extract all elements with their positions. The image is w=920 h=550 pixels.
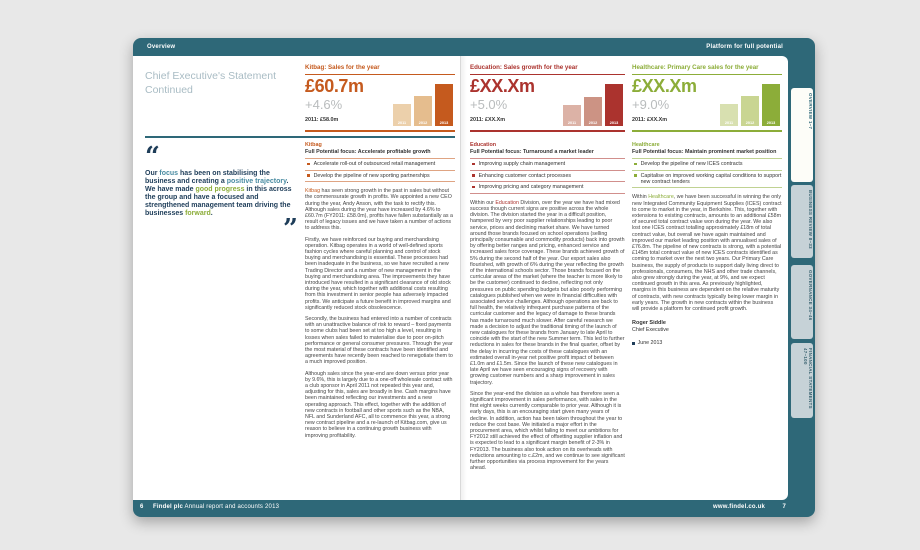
kitbag-bullet-list [305,158,455,182]
kitbag-stat-growth: +4.6% [305,97,343,112]
list-item: Improving pricing and category management [470,181,625,194]
paragraph: Within our Education Division, over the year we have had mixed success though current signs are positive across the whole division. The division started the year in a difficult position, hampered by very poor supplier relationships leading to poor service, prices and declining market share. We have turned around those brands focused on school operations (selling principally consumable and commodity products) back into growth by offering better ranges and pricing, enhanced service and increased sales force coverage. These brands achieved growth of 5% during the second half of the year. Our export sales also flourished, with growth of 6% during the year reflecting the growth of the international schools sector. Those brands focused on the curricular areas of the market (where the teacher is more likely to be the customer) continued to decline, reflecting not only pressures on public spending budgets but also poorly performing catalogues published when we were in financial difficulties with associated service challenges. Although operations are back to full health, the relatively infrequent purchase patterns of the curricular customer and the legacy of damage to these brands has made turnaround much slower. After careful research we made a decision to adjust the traditional timing of the launch of new catalogues for these brands from January to late April to coincide with the start of the new Summer term. This led to further reductions in sales for these brands in the final quarter, offset by the delay in incurring the costs of these catalogues with an estimated overall in-year net positive profit impact of between £1.0m and £1.5m. Since the launch of these new catalogues in late April we have seen encouraging signs of recovery with growing customer numbers and a sharp improvement in sales trajectory. [470,199,625,386]
education-body-copy [470,200,625,472]
bar-year-label: 2011 [567,121,577,125]
paragraph: Kitbag has seen strong growth in the past in sales but without the commensurate growth in profits. We appointed a new CEO during the year, Andy Anson, with the task to rectify this. Although sales during the year have increased by 4.6% to £60.7m (FY2011: £58.0m), profits have fallen substantially as a result of legacy issues and we have taken a number of actions to address this. [305,188,453,232]
healthcare-stat-growth: +9.0% [632,97,670,112]
square-bullet-icon [307,174,310,177]
list-item: Enhancing customer contact processes [470,170,625,182]
page-title: Chief Executive's Statement Continued [145,70,276,96]
pull-quote [145,142,298,244]
education-stat-growth: +5.0% [470,97,508,112]
square-bullet-icon [634,174,637,177]
education-stat-value: £XX.Xm [470,76,535,96]
bar-year-label: 2013 [766,121,776,125]
bar-year-label: 2012 [745,121,755,125]
paragraph: Although sales since the year-end are down versus prior year by 9.6%, this is largely due to a one-off wholesale contract with a club sponsor in April 2011 not repeated this year and, adjusting for this, sales are broadly in line. Cash margins have been maintained reflecting our investments and a new operating approach. This effect, together with the addition of new contracts in football and other sports such as the NBA, NFL and Sunderland AFC, all to commence this year, a strong new contract pipeline and a re-launch of Kitbag.com, give us reason to believe in a continuing growth business with improving profitability. [305,370,453,439]
education-stat-prior: 2011: £XX.Xm [470,117,506,123]
education-column [470,56,625,496]
bar-year-label: 2012 [588,121,598,125]
square-bullet-icon [307,163,310,166]
square-bullet-icon [472,186,475,189]
report-spread [133,38,815,517]
healthcare-column [632,56,782,496]
page-gutter-shadow [461,56,467,500]
open-quote-mark: “ [145,142,160,172]
pull-quote-text: Our focus has been on stabilising the business and creating a positive trajectory. We have made good progress in this across the group and have a focused and strengthened management team driving the businesses forward. [145,170,292,217]
bar-year-label: 2011 [397,121,407,125]
list-item: Accelerate roll-out of outsourced retail management [305,158,455,170]
paragraph: Since the year-end the division as a whole has therefore seen a significant improvement in sales performance, with sales in the first eight weeks currently comparable to prior year. Although it is early days, this is an encouraging start given many years of decline. In addition, action has been taken throughout the year to reduce the cost base. We initiated a major effort in the procurement area, which whilst failing to meet our ambitions for FY2012 still achieved the effect of offsetting supplier inflation and is expected to lead to a significant margin benefit of 2-3% in FY2013. The business also took action on its overheads with reductions amounting to c.£2m, and we continue to see significant further opportunities via process improvement for the years ahead. [470,390,625,472]
footer-brand: Findel plc [153,504,184,510]
education-focus-line: Full Potential focus: Turnaround a market leader [470,149,594,155]
education-section [470,142,625,476]
square-bullet-icon [472,174,475,177]
education-section-label: Education [470,142,497,148]
bar-year-label: 2011 [724,121,734,125]
healthcare-section [632,142,782,346]
page-area [133,56,788,500]
signatory-role: Chief Executive [632,326,669,333]
healthcare-stat-value: £XX.Xm [632,76,697,96]
kitbag-stat-value: £60.7m [305,76,364,96]
education-stat-title: Education: Sales growth for the year [470,64,578,71]
footer-website: www.findel.co.uk [713,504,765,510]
healthcare-stat-title: Healthcare: Primary Care sales for the year [632,64,759,71]
healthcare-section-label: Healthcare [632,142,660,148]
square-bullet-icon [634,163,637,166]
kitbag-body-copy [305,188,455,439]
close-quote-mark: ” [283,214,298,244]
kitbag-section-label: Kitbag [305,142,322,148]
kitbag-column [305,56,455,496]
list-item: Develop the pipeline of new ICES contracts [632,158,782,170]
paragraph: Secondly, the business had entered into a number of contracts with an unattractive balance of risk to reward – fixed payments to some clubs had been set at too high a level, resulting in losses when sales failed to materialise due to poor on-pitch performance or general consumer pressures. Through the year the most material of these contracts have been identified and agreements have recently been reached to renegotiate them to a much improved position. [305,316,453,366]
paragraph: Within Healthcare, we have been successful in winning the only new Integrated Community Equipment Supplies (ICES) contract to come to market in the year, in Berkshire. This, together with extensions to existing contracts, amounts to an additional £58m of secured total contract value won during the year. We also lost one ICES contract totalling approximately £18m of total contract value, but overall we have again maintained and improved our market leading position with annualised sales of £76.8m. The pipeline of new contracts is strong, with a potential £145m total contract value of new ICES contracts identified as coming to market over the next two years. Our Primary Care business, the supply of products to support daily living direct to professionals, consumers, the NHS and other trade channels, also grew strongly during the year, at 9%, and we expect continued growth in this area. As previously highlighted, margins in this business are dependent on the relative maturity of contracts, with new contracts typically being lower margin in early years. The growth in new contracts within the business will provide a platform for continued profit growth. [632,194,782,313]
signature-date-row [632,340,782,346]
kitbag-stat-title: Kitbag: Sales for the year [305,64,380,71]
healthcare-stat-prior: 2011: £XX.Xm [632,117,668,123]
bar-year-label: 2012 [418,121,428,125]
signature-date: June 2013 [637,340,663,347]
header-tagline: Platform for full potential [706,44,783,50]
tab-financial-statements[interactable]: FINANCIAL STATEMENTS 47–100 [791,343,813,418]
signatory-name: Roger Siddle [632,320,666,327]
page-number-right: 7 [782,504,786,510]
healthcare-bullet-list [632,158,782,188]
list-item: Capitalise on improved working capital conditions to support new contract tenders [632,170,782,189]
paragraph: Firstly, we have reinforced our buying and merchandising operation. Kitbag operates in a world of well-defined sports fashion cycles where careful planning and control of stock buying and merchandising is essential. These processes had been inadequate in the business, so we have recruited a new Trading Director and a number of new management in the buying and merchandising area. The improvements they have introduced have resulted in a significant clearance of old stock during the year, which together with additional costs resulting from this investment in senior people has adversely impacted profits. We anticipate a future benefit in improved margins and significantly reduced stock obsolescence. [305,236,451,311]
bar-year-label: 2013 [609,121,619,125]
education-bullet-list [470,158,625,194]
footer-report-title: Findel plc Annual report and accounts 2013 [153,504,280,510]
healthcare-focus-line: Full Potential focus: Maintain prominent market position [632,149,777,155]
list-item: Develop the pipeline of new sporting partnerships [305,170,455,183]
header-section-label: Overview [147,44,176,50]
kitbag-focus-line: Full Potential focus: Accelerate profitable growth [305,149,431,155]
signature-block [632,320,782,346]
quote-column [145,56,300,496]
section-tab-strip [788,38,815,517]
page-number-left: 6 [140,504,144,510]
square-bullet-icon [472,163,475,166]
kitbag-stat-prior: 2011: £58.0m [305,117,339,123]
kitbag-section [305,142,455,444]
healthcare-body-copy [632,194,782,312]
tab-governance[interactable]: GOVERNANCE 34–46 [791,265,813,339]
tab-business-review[interactable]: BUSINESS REVIEW 8–33 [791,185,813,258]
list-item: Improving supply chain management [470,158,625,170]
tab-overview[interactable]: OVERVIEW 1–7 [791,88,813,182]
bar-year-label: 2013 [439,121,449,125]
square-bullet-icon [632,342,635,345]
